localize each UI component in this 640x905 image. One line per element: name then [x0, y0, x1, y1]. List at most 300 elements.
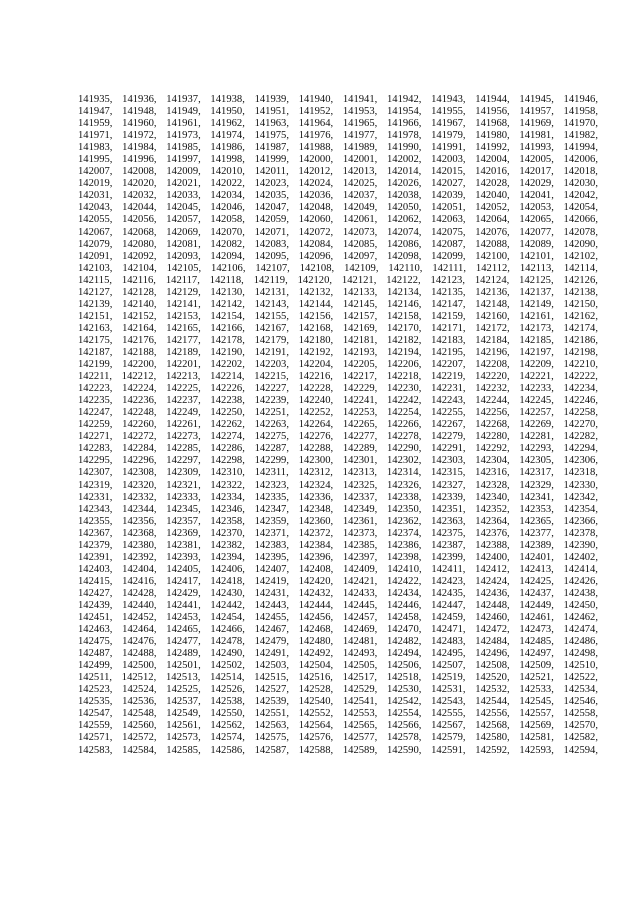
number-entry: 142144,	[298, 298, 334, 310]
number-entry: 142124,	[474, 274, 510, 286]
number-entry: 142451,	[78, 612, 113, 624]
number-entry: 142023,	[254, 178, 289, 190]
number-entry: 142269,	[519, 419, 554, 431]
number-entry: 142013,	[342, 166, 378, 178]
number-entry: 142196,	[475, 346, 510, 358]
number-entry: 142563,	[254, 720, 289, 732]
number-entry: 142383,	[254, 539, 289, 551]
number-entry: 142445,	[342, 599, 378, 611]
number-entry: 142130,	[210, 286, 245, 298]
number-entry: 142389,	[519, 539, 554, 551]
number-entry: 142464,	[122, 624, 157, 636]
number-entry: 142343,	[78, 503, 113, 515]
number-entry: 142007,	[78, 166, 113, 178]
number-entry: 142302,	[386, 455, 422, 467]
number-entry: 142348,	[298, 503, 334, 515]
number-entry: 142190,	[210, 346, 245, 358]
number-entry: 142061,	[342, 214, 378, 226]
number-line	[78, 239, 598, 251]
number-entry: 142186,	[563, 334, 598, 346]
number-entry: 142504,	[298, 660, 334, 672]
number-line	[78, 696, 598, 708]
number-entry: 142282,	[563, 431, 598, 443]
number-entry: 142173,	[519, 322, 554, 334]
number-entry: 142126,	[563, 274, 598, 286]
number-entry: 142324,	[298, 479, 334, 491]
number-entry: 141972,	[122, 130, 157, 142]
number-line	[78, 311, 598, 323]
number-entry: 141980,	[475, 130, 510, 142]
number-entry: 141967,	[431, 118, 466, 130]
number-entry: 142314,	[386, 467, 422, 479]
number-entry: 142050,	[386, 202, 422, 214]
number-entry: 142537,	[166, 696, 201, 708]
number-line	[78, 263, 598, 275]
number-entry: 142430,	[210, 587, 245, 599]
number-entry: 142408,	[298, 563, 334, 575]
number-entry: 142291,	[431, 443, 466, 455]
number-entry: 142327,	[431, 479, 466, 491]
number-entry: 142227,	[254, 383, 289, 395]
number-entry: 142332,	[122, 491, 157, 503]
number-entry: 142151,	[78, 310, 113, 322]
number-entry: 142328,	[475, 479, 510, 491]
number-entry: 142453,	[166, 612, 201, 624]
number-entry: 141976,	[298, 130, 334, 142]
number-entry: 142337,	[342, 491, 378, 503]
number-entry: 142153,	[166, 310, 201, 322]
number-entry: 142312,	[298, 467, 333, 479]
number-entry: 142273,	[166, 431, 201, 443]
number-entry: 142525,	[166, 684, 201, 696]
number-entry: 142047,	[254, 202, 289, 214]
number-entry: 142179,	[254, 334, 289, 346]
number-entry: 142303,	[431, 455, 466, 467]
number-entry: 141971,	[78, 130, 113, 142]
number-line	[78, 648, 598, 660]
number-entry: 142250,	[210, 407, 245, 419]
number-entry: 142169,	[342, 322, 378, 334]
number-entry: 142228,	[298, 383, 334, 395]
number-entry: 142499,	[78, 660, 113, 672]
number-entry: 142051,	[431, 202, 466, 214]
number-entry: 142416,	[122, 575, 157, 587]
number-entry: 142041,	[519, 190, 554, 202]
number-line	[78, 467, 598, 479]
number-entry: 142287,	[254, 443, 289, 455]
number-entry: 142529,	[342, 684, 378, 696]
number-entry: 142278,	[386, 431, 422, 443]
number-entry: 142320,	[122, 479, 157, 491]
number-entry: 142381,	[166, 539, 201, 551]
number-entry: 142113,	[519, 262, 554, 274]
number-entry: 142342,	[563, 491, 598, 503]
number-entry: 142260,	[122, 419, 157, 431]
number-entry: 141962,	[210, 118, 245, 130]
number-entry: 142139,	[78, 298, 113, 310]
number-entry: 142441,	[166, 599, 201, 611]
number-entry: 142450,	[563, 599, 598, 611]
number-entry: 141968,	[475, 118, 510, 130]
number-entry: 142143,	[254, 298, 289, 310]
number-entry: 142469,	[342, 624, 378, 636]
number-entry: 142316,	[475, 467, 510, 479]
number-entry: 142440,	[122, 599, 157, 611]
number-entry: 142233,	[519, 383, 554, 395]
number-entry: 142585,	[166, 744, 201, 756]
number-entry: 142482,	[386, 636, 422, 648]
number-entry: 142392,	[122, 551, 157, 563]
number-entry: 142026,	[386, 178, 422, 190]
number-entry: 142252,	[298, 407, 334, 419]
number-entry: 142032,	[122, 190, 157, 202]
number-entry: 142218,	[386, 371, 422, 383]
number-entry: 142306,	[563, 455, 598, 467]
number-entry: 142311,	[254, 467, 289, 479]
number-entry: 141953,	[342, 106, 378, 118]
number-entry: 142457,	[342, 612, 378, 624]
number-entry: 141987,	[254, 142, 289, 154]
number-entry: 142470,	[386, 624, 422, 636]
number-entry: 141979,	[431, 130, 466, 142]
number-entry: 141950,	[210, 106, 245, 118]
number-entry: 141989,	[342, 142, 378, 154]
number-entry: 142447,	[431, 599, 466, 611]
number-line	[78, 130, 598, 142]
number-entry: 142203,	[254, 359, 289, 371]
number-entry: 142242,	[386, 395, 422, 407]
number-entry: 142077,	[519, 226, 554, 238]
number-entry: 142237,	[166, 395, 201, 407]
number-entry: 142480,	[298, 636, 334, 648]
number-entry: 142493,	[342, 648, 378, 660]
number-entry: 142012,	[298, 166, 333, 178]
number-entry: 142372,	[298, 527, 334, 539]
number-entry: 142443,	[254, 599, 289, 611]
number-entry: 142164,	[122, 322, 157, 334]
number-entry: 142079,	[78, 238, 113, 250]
number-entry: 142221,	[519, 371, 554, 383]
number-entry: 142526,	[210, 684, 245, 696]
number-entry: 142001,	[342, 154, 378, 166]
number-entry: 142325,	[342, 479, 378, 491]
number-entry: 142111,	[432, 262, 467, 274]
number-entry: 142031,	[78, 190, 113, 202]
number-entry: 142309,	[166, 467, 201, 479]
number-entry: 142323,	[254, 479, 289, 491]
number-entry: 142307,	[78, 467, 113, 479]
number-entry: 142009,	[166, 166, 201, 178]
number-entry: 142391,	[78, 551, 113, 563]
number-entry: 142426,	[563, 575, 598, 587]
number-entry: 142017,	[519, 166, 554, 178]
number-entry: 142527,	[254, 684, 289, 696]
number-entry: 142411,	[431, 563, 466, 575]
number-entry: 142035,	[254, 190, 289, 202]
number-entry: 142528,	[298, 684, 334, 696]
number-entry: 142549,	[166, 708, 201, 720]
number-line	[78, 383, 598, 395]
number-entry: 142239,	[254, 395, 289, 407]
number-entry: 141995,	[78, 154, 113, 166]
number-line	[78, 431, 598, 443]
number-entry: 142073,	[342, 226, 378, 238]
number-entry: 142497,	[519, 648, 554, 660]
number-entry: 142579,	[431, 732, 466, 744]
number-entry: 142494,	[386, 648, 422, 660]
number-entry: 142067,	[78, 226, 113, 238]
number-entry: 142388,	[475, 539, 510, 551]
number-entry: 142432,	[298, 587, 334, 599]
number-entry: 142146,	[386, 298, 422, 310]
number-entry: 142474,	[563, 624, 598, 636]
number-entry: 142240,	[298, 395, 334, 407]
number-entry: 142566,	[386, 720, 422, 732]
number-line	[78, 720, 598, 732]
number-entry: 142068,	[122, 226, 157, 238]
number-entry: 142201,	[166, 359, 201, 371]
number-entry: 141946,	[563, 94, 598, 105]
number-entry: 142577,	[342, 732, 378, 744]
number-entry: 142261,	[166, 419, 201, 431]
number-entry: 142234,	[563, 383, 598, 395]
number-entry: 142592,	[475, 744, 510, 756]
number-entry: 142161,	[519, 310, 554, 322]
number-entry: 142293,	[519, 443, 554, 455]
number-entry: 142006,	[563, 154, 598, 166]
number-entry: 142548,	[122, 708, 157, 720]
number-entry: 142401,	[519, 551, 554, 563]
number-entry: 142538,	[210, 696, 245, 708]
number-entry: 142122,	[386, 274, 421, 286]
number-entry: 142463,	[78, 624, 113, 636]
number-entry: 142523,	[78, 684, 113, 696]
number-entry: 142530,	[386, 684, 422, 696]
number-entry: 142197,	[519, 346, 554, 358]
number-line	[78, 684, 598, 696]
number-entry: 141986,	[210, 142, 245, 154]
number-line	[78, 516, 598, 528]
number-entry: 142546,	[563, 696, 598, 708]
number-entry: 142158,	[386, 310, 422, 322]
number-line	[78, 588, 598, 600]
number-entry: 142004,	[475, 154, 510, 166]
number-entry: 142071,	[254, 226, 289, 238]
number-entry: 142183,	[431, 334, 466, 346]
number-entry: 142037,	[342, 190, 378, 202]
number-entry: 142547,	[78, 708, 113, 720]
number-entry: 142083,	[254, 238, 289, 250]
number-entry: 142296,	[122, 455, 157, 467]
number-entry: 141970,	[563, 118, 598, 130]
number-entry: 142394,	[210, 551, 245, 563]
number-entry: 142087,	[431, 238, 466, 250]
number-entry: 141985,	[166, 142, 201, 154]
number-line	[78, 347, 598, 359]
number-entry: 142147,	[431, 298, 466, 310]
number-entry: 141999,	[254, 154, 289, 166]
number-entry: 142226,	[210, 383, 245, 395]
number-entry: 142417,	[166, 575, 201, 587]
number-entry: 142015,	[430, 166, 466, 178]
number-entry: 142515,	[254, 672, 289, 684]
number-entry: 142057,	[166, 214, 201, 226]
number-entry: 142034,	[210, 190, 245, 202]
number-entry: 142274,	[210, 431, 245, 443]
number-entry: 142081,	[166, 238, 201, 250]
number-entry: 142152,	[122, 310, 157, 322]
number-entry: 142461,	[519, 612, 554, 624]
number-entry: 142010,	[210, 166, 245, 178]
number-line	[78, 106, 598, 118]
number-entry: 142000,	[298, 154, 334, 166]
number-entry: 142557,	[519, 708, 554, 720]
number-line	[78, 94, 598, 106]
number-entry: 142442,	[210, 599, 245, 611]
number-line	[78, 504, 598, 516]
number-line	[78, 528, 598, 540]
number-entry: 142336,	[298, 491, 334, 503]
number-entry: 142444,	[298, 599, 334, 611]
number-entry: 142181,	[342, 334, 378, 346]
number-entry: 142502,	[210, 660, 245, 672]
number-line	[78, 395, 598, 407]
number-entry: 142265,	[342, 419, 378, 431]
number-entry: 141965,	[342, 118, 378, 130]
number-entry: 142346,	[210, 503, 245, 515]
number-entry: 142102,	[563, 250, 598, 262]
number-entry: 142080,	[122, 238, 157, 250]
number-line	[78, 227, 598, 239]
number-entry: 142304,	[475, 455, 510, 467]
number-entry: 142216,	[298, 371, 333, 383]
number-entry: 142414,	[563, 563, 598, 575]
number-entry: 142204,	[298, 359, 334, 371]
number-entry: 142135,	[431, 286, 466, 298]
number-entry: 142308,	[122, 467, 157, 479]
number-entry: 142352,	[475, 503, 510, 515]
number-entry: 141943,	[431, 94, 466, 105]
number-entry: 142407,	[254, 563, 290, 575]
number-entry: 142364,	[475, 515, 510, 527]
number-entry: 141960,	[122, 118, 157, 130]
number-entry: 142360,	[298, 515, 334, 527]
number-entry: 142349,	[342, 503, 378, 515]
number-entry: 142448,	[475, 599, 510, 611]
number-entry: 142475,	[78, 636, 113, 648]
number-entry: 142159,	[431, 310, 466, 322]
number-entry: 141994,	[563, 142, 598, 154]
number-line	[78, 359, 598, 371]
number-entry: 142162,	[563, 310, 598, 322]
number-line	[78, 552, 598, 564]
number-entry: 142085,	[342, 238, 378, 250]
number-entry: 142486,	[563, 636, 598, 648]
number-line	[78, 275, 598, 287]
number-line	[78, 299, 598, 311]
number-entry: 142214,	[210, 371, 245, 383]
number-entry: 142142,	[210, 298, 245, 310]
number-entry: 142286,	[210, 443, 245, 455]
number-entry: 142253,	[342, 407, 378, 419]
number-entry: 142376,	[475, 527, 510, 539]
number-entry: 142572,	[122, 732, 157, 744]
number-entry: 142393,	[166, 551, 201, 563]
number-entry: 141957,	[519, 106, 554, 118]
number-entry: 142059,	[254, 214, 289, 226]
number-entry: 142150,	[563, 298, 598, 310]
number-entry: 142039,	[431, 190, 466, 202]
number-entry: 142508,	[475, 660, 510, 672]
number-line	[78, 636, 598, 648]
number-entry: 142096,	[298, 250, 334, 262]
number-entry: 141942,	[386, 94, 422, 105]
number-entry: 142340,	[475, 491, 510, 503]
number-entry: 142503,	[254, 660, 289, 672]
number-entry: 142488,	[122, 648, 157, 660]
number-entry: 142168,	[298, 322, 334, 334]
number-entry: 142356,	[122, 515, 157, 527]
number-entry: 142495,	[431, 648, 466, 660]
number-entry: 142052,	[475, 202, 510, 214]
number-entry: 142097,	[342, 250, 378, 262]
number-entry: 142386,	[386, 539, 422, 551]
number-line	[78, 190, 598, 202]
number-entry: 142243,	[431, 395, 466, 407]
number-entry: 142434,	[386, 587, 422, 599]
number-entry: 142119,	[253, 274, 288, 286]
number-entry: 142045,	[166, 202, 201, 214]
number-entry: 141975,	[254, 130, 289, 142]
number-entry: 142028,	[475, 178, 510, 190]
number-entry: 142429,	[166, 587, 201, 599]
number-entry: 141955,	[431, 106, 466, 118]
number-entry: 141961,	[166, 118, 201, 130]
number-entry: 142120,	[297, 274, 333, 286]
number-entry: 141944,	[475, 94, 510, 105]
number-entry: 142289,	[342, 443, 378, 455]
number-entry: 142225,	[166, 383, 201, 395]
number-entry: 142118,	[209, 274, 244, 286]
number-line	[78, 564, 598, 576]
number-entry: 142512,	[121, 672, 157, 684]
number-entry: 142008,	[122, 166, 157, 178]
number-entry: 141951,	[254, 106, 289, 118]
number-entry: 142155,	[254, 310, 289, 322]
number-entry: 142105,	[166, 262, 202, 274]
number-entry: 142564,	[298, 720, 334, 732]
number-entry: 142040,	[475, 190, 510, 202]
number-entry: 141992,	[475, 142, 510, 154]
number-entry: 142361,	[342, 515, 378, 527]
number-entry: 142116,	[121, 274, 156, 286]
number-entry: 142535,	[78, 696, 113, 708]
number-entry: 142319,	[78, 479, 113, 491]
number-line	[78, 492, 598, 504]
number-entry: 142066,	[563, 214, 598, 226]
number-entry: 142354,	[563, 503, 598, 515]
number-entry: 142509,	[519, 660, 554, 672]
number-entry: 142114,	[563, 262, 598, 274]
number-entry: 141997,	[166, 154, 201, 166]
number-entry: 142554,	[386, 708, 422, 720]
number-entry: 142170,	[386, 322, 422, 334]
number-line	[78, 708, 598, 720]
number-entry: 142279,	[431, 431, 466, 443]
number-entry: 142048,	[298, 202, 334, 214]
number-entry: 142295,	[78, 455, 113, 467]
number-entry: 142433,	[342, 587, 378, 599]
